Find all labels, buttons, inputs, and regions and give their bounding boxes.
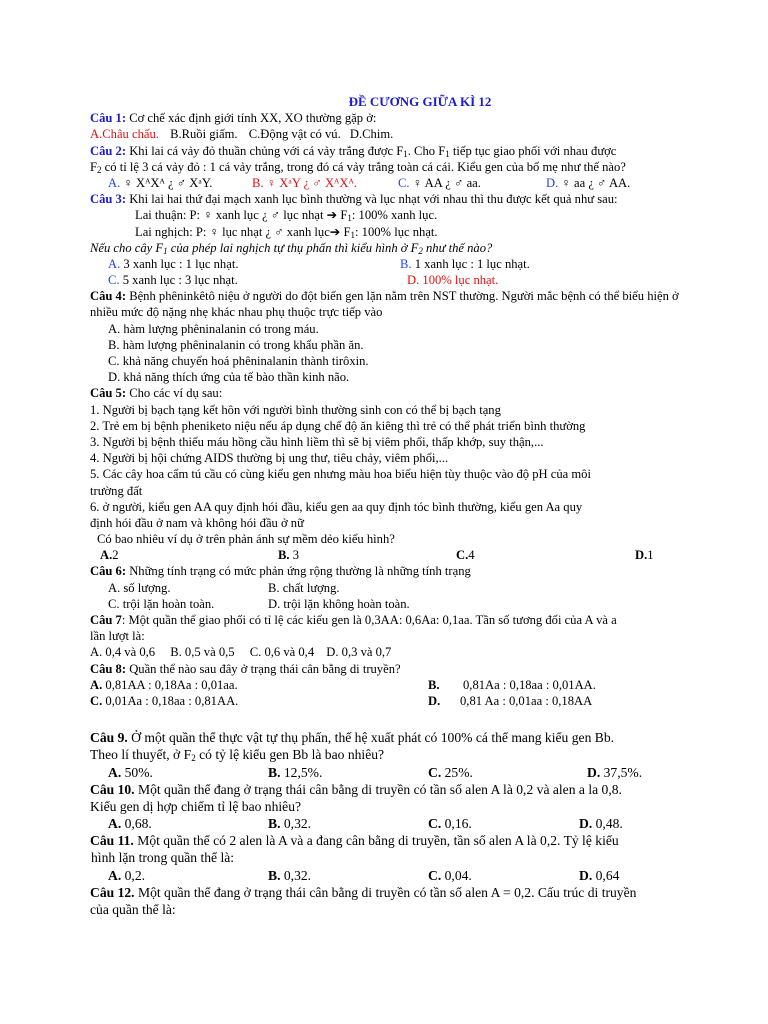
subscript: 1 [403, 148, 408, 159]
question-3-label: Câu 3: [90, 192, 127, 207]
question-2-text: . Cho F [407, 143, 446, 158]
option-a: A.Châu chấu. [90, 127, 159, 142]
option-a: A. 0,4 và 0,6 [90, 645, 156, 660]
option-b [268, 867, 311, 884]
option-text: 50%. [121, 764, 153, 780]
option-text: ♀ XᴬXᴬ ¿ ♂ XᵃY. [120, 175, 213, 190]
prompt-text: như thế nào? [422, 240, 493, 255]
option-b [400, 256, 530, 272]
option-b [268, 764, 322, 781]
question-8-options-row-2 [90, 693, 690, 709]
page-title: ĐỀ CƯƠNG GIỮA KÌ 12 [348, 94, 492, 109]
question-10-label: Câu 10. [90, 781, 135, 797]
option-c: C. 0,6 và 0,4 [249, 645, 315, 660]
option-label: A. [108, 256, 121, 271]
option-label: A. [100, 548, 113, 563]
option-label: C. [456, 548, 469, 563]
option-b: B.Ruồi giấm. [170, 127, 238, 142]
subscript: 1 [445, 148, 450, 159]
option-text: 0,01Aa : 0,18aa : 0,81AA. [102, 693, 239, 708]
question-9-text: Theo lí thuyết, ở F [90, 747, 192, 763]
option-text: 0,81AA : 0,18Aa : 0,01aa. [102, 677, 238, 692]
question-2 [90, 143, 690, 159]
option-d: D. trội lặn không hoàn toàn. [268, 596, 410, 611]
option-c: C. trội lặn hoàn toàn. [108, 596, 215, 611]
option-text: 2 [112, 548, 119, 563]
prompt-text: Nếu cho cây F [90, 240, 164, 255]
option-c [90, 693, 238, 709]
option-text: 0,2. [121, 867, 146, 883]
question-6-label: Câu 6: [90, 564, 127, 579]
question-11 [90, 832, 690, 849]
option-c [456, 547, 475, 563]
question-3-text: Khi lai hai thứ đại mạch xanh lục bình thường và lục nhạt với nhau thì thu được kết quả như sau: [126, 192, 618, 207]
question-2-line-2 [90, 159, 690, 175]
question-9-block [90, 729, 690, 918]
question-7-line-2: lần lượt là: [90, 629, 145, 644]
option-label: B. [400, 256, 412, 271]
option-c: C. khả năng chuyển hoá phêninalanin thành tirôxin. [108, 354, 369, 369]
question-5 [90, 385, 690, 401]
example-item: định hói đầu ở nam và không hói đầu ở nữ [90, 515, 304, 530]
question-4-text: Bệnh phêninkêtô niệu ở người do đột biến gen lặn nằm trên NST thường. Người mắc bệnh có thể biểu hiện ở nhiều mức độ nặng nhẹ khác nhau phụ thuộc trực tiếp vào [90, 289, 679, 320]
question-4 [90, 288, 682, 320]
option-label: A. [90, 677, 103, 692]
option-a [90, 677, 238, 693]
option-label: C. [428, 867, 442, 883]
question-10-text: Một quần thể đang ở trạng thái cân bằng di truyền có tần số alen A là 0,2 và alen a la 0,8. [134, 781, 622, 797]
option-label: C. [398, 175, 410, 190]
option-label: D. [579, 816, 593, 832]
question-7-label: Câu 7 [90, 613, 122, 628]
question-8-text: Quần thể nào sau đây ở trạng thái cân bằng di truyền? [126, 661, 401, 676]
question-8-options-row-1 [90, 677, 690, 693]
option-d [579, 815, 623, 832]
cross-forward [90, 207, 690, 223]
question-11-options [90, 867, 690, 884]
option-text: 37,5%. [600, 764, 643, 780]
option-text: 25%. [441, 764, 473, 780]
option-c: C.Động vật có vú. [248, 127, 341, 142]
question-2-options [90, 175, 690, 191]
option-text: 0,32. [280, 816, 312, 832]
question-6-options-row-1 [90, 580, 690, 596]
example-item: 4. Người bị hội chứng AIDS thường bị ung thư, tiêu chảy, viêm phổi,... [90, 451, 449, 466]
option-text: 0,32. [280, 867, 312, 883]
option-label: D. [546, 175, 559, 190]
question-5-prompt: Có bao nhiêu ví dụ ở trên phản ánh sự mềm dẻo kiểu hình? [97, 532, 395, 547]
question-3 [90, 191, 690, 207]
subscript: 1 [347, 213, 352, 224]
option-label: B. [268, 816, 281, 832]
question-2-text: Khi lai cá vảy đỏ thuần chủng với cá vảy trắng được F [126, 143, 404, 158]
option-label: D. [579, 867, 593, 883]
option-label: B. [268, 867, 281, 883]
option-text: 1 xanh lục : 1 lục nhạt. [411, 256, 530, 271]
option-text: ♀ aa ¿ ♂ AA. [558, 175, 631, 190]
option-c [108, 272, 238, 288]
option-label: C. [428, 816, 442, 832]
cross-reverse [90, 224, 690, 240]
question-3-prompt [90, 240, 690, 256]
cross-forward-text: Lai thuận: P: ♀ xanh lục ¿ ♂ lục nhạt ➔ F [135, 208, 348, 223]
cross-forward-text: : 100% xanh lục. [351, 208, 438, 223]
option-b-label [428, 677, 440, 693]
question-3-options-row-1 [90, 256, 690, 272]
question-11-label: Câu 11. [90, 833, 134, 849]
option-c [398, 175, 481, 191]
question-7 [90, 612, 690, 628]
question-2-label: Câu 2: [90, 143, 127, 158]
question-2-text: tiếp tục giao phối với nhau được [449, 143, 617, 158]
question-8-label: Câu 8: [90, 661, 127, 676]
question-12 [90, 884, 690, 901]
option-d: D. 0,3 và 0,7 [326, 645, 392, 660]
option-a [108, 764, 153, 781]
question-8 [90, 661, 690, 677]
prompt-text: của phép lai nghịch tự thụ phấn thì kiểu hình ở F [167, 240, 419, 255]
question-5-options [90, 547, 690, 563]
question-10 [90, 781, 690, 798]
option-a [108, 175, 212, 191]
question-9-text: Ở một quần thể thực vật tự thụ phấn, thế hệ xuất phát có 100% cá thể mang kiểu gen Bb. [127, 730, 615, 746]
cross-reverse-text: Lai nghịch: P: ♀ lục nhạt ¿ ♂ xanh lục➔ F [135, 224, 351, 239]
option-text: 0,16. [441, 816, 472, 832]
question-6-options-row-2 [90, 596, 690, 612]
option-b: B. chất lượng. [268, 580, 340, 595]
option-text: 0,64 [592, 867, 620, 883]
option-c [428, 815, 472, 832]
option-b: B. hàm lượng phêninalanin có trong khẩu phần ăn. [108, 337, 364, 352]
option-text: ♀ AA ¿ ♂ aa. [409, 175, 481, 190]
option-b [278, 547, 299, 563]
option-text: 4 [468, 548, 475, 563]
option-d [579, 867, 619, 884]
question-7-options [90, 644, 690, 660]
question-9-text: có tỷ lệ kiểu gen Bb là bao nhiêu? [195, 747, 385, 763]
option-text: 5 xanh lục : 3 lục nhạt. [119, 273, 238, 288]
question-1 [90, 110, 690, 126]
subscript: 1 [163, 245, 168, 256]
option-label: C. [90, 693, 103, 708]
option-b: 0,81Aa : 0,18aa : 0,01AA. [463, 677, 596, 692]
option-text: 0,04. [441, 867, 472, 883]
option-label: D. [428, 693, 441, 708]
option-text: 0,48. [592, 816, 623, 832]
option-d: D. khả năng thích ứng của tế bào thần kinh não. [108, 370, 350, 385]
example-item: 2. Trẻ em bị bệnh pheniketo niệu nếu áp dụng chế độ ăn kiêng thì trẻ có thể phát triển bình thường [90, 418, 586, 433]
option-label: C. [428, 764, 442, 780]
option-c [428, 764, 473, 781]
option-text: 0,68. [121, 816, 152, 832]
question-1-options [90, 126, 690, 142]
option-a [108, 256, 238, 272]
cross-reverse-text: : 100% lục nhạt. [355, 224, 438, 239]
option-a [108, 867, 145, 884]
option-label: A. [108, 867, 122, 883]
option-text: 12,5%. [280, 764, 323, 780]
option-d [635, 547, 654, 563]
option-label: B. [252, 175, 264, 190]
option-d-label [428, 693, 440, 709]
option-label: B. [278, 548, 290, 563]
question-1-text: Cơ chế xác định giới tính XX, XO thường gặp ở: [126, 111, 377, 126]
option-a [108, 815, 152, 832]
spacer [90, 709, 690, 729]
question-3-options-row-2 [90, 272, 690, 288]
example-item: 3. Người bị bệnh thiếu máu hồng cầu hình liềm thì sẽ bị viêm phổi, thấp khớp, suy thận,... [90, 434, 544, 449]
option-d: D.Chim. [349, 127, 394, 142]
subscript: 2 [191, 753, 196, 764]
question-4-label: Câu 4: [90, 289, 127, 304]
question-9 [90, 729, 690, 746]
option-a: A. số lượng. [108, 580, 171, 595]
example-item: 1. Người bị bạch tạng kết hôn với người bình thường sinh con có thể bị bạch tạng [90, 402, 501, 417]
option-label: D. [635, 548, 648, 563]
example-item: 6. ở người, kiểu gen AA quy định hói đầu, kiểu gen aa quy định tóc bình thường, kiểu gen Aa quy [90, 499, 583, 514]
question-10-line-2: Kiểu gen dị hợp chiếm tỉ lệ bao nhiêu? [90, 798, 302, 814]
option-text: 3 [289, 548, 300, 563]
subscript: 1 [350, 229, 356, 240]
option-label: D. [587, 764, 601, 780]
question-1-label: Câu 1: [90, 111, 127, 126]
option-d: 0,81 Aa : 0,01aa : 0,18AA [460, 693, 593, 708]
option-b: B. 0,5 và 0,5 [170, 645, 235, 660]
subscript: 2 [418, 245, 423, 256]
option-label: C. [108, 273, 120, 288]
option-d [546, 175, 630, 191]
question-12-text: Một quần thể đang ở trạng thái cân bằng di truyền có tần số alen A = 0,2. Cấu trúc di truyền [134, 884, 637, 900]
subscript: 2 [97, 164, 102, 175]
question-12-label: Câu 12. [90, 884, 135, 900]
question-11-line-2: hình lặn trong quần thể là: [91, 850, 235, 866]
option-label: B. [268, 764, 281, 780]
question-7-text: : Một quần thể giao phối có tỉ lệ các kiểu gen là 0,3AA: 0,6Aa: 0,1aa. Tần số tương đối của A và a [121, 613, 617, 628]
option-a [100, 547, 119, 563]
question-2-text: có tỉ lệ 3 cá vảy đỏ : 1 cá vảy trắng, trong đó cá vảy trắng toàn cá cái. Kiểu gen của bố mẹ như thế nào? [101, 159, 626, 174]
question-2-text: F [90, 159, 98, 174]
question-12-line-2: của quần thể là: [90, 902, 176, 918]
question-10-options [90, 815, 690, 832]
option-d: D. 100% lục nhạt. [407, 273, 499, 288]
question-9-options [90, 764, 690, 781]
example-item: trường đất [90, 483, 143, 498]
question-6 [90, 563, 690, 579]
question-5-label: Câu 5: [90, 386, 127, 401]
option-text: 3 xanh lục : 1 lục nhạt. [120, 256, 239, 271]
example-item: 5. Các cây hoa cẩm tú cầu có cùng kiểu gen nhưng màu hoa biểu hiện tùy thuộc vào độ pH của môi [90, 467, 591, 482]
option-b [252, 175, 357, 191]
question-9-line-2 [90, 746, 690, 763]
option-text: ♀ XᵃY ¿ ♂ XᴬXᴬ. [263, 175, 357, 190]
option-label: B. [428, 677, 440, 692]
question-5-text: Cho các ví dụ sau: [126, 386, 223, 401]
option-text: 1 [647, 548, 654, 563]
option-label: A. [108, 816, 122, 832]
option-d [587, 764, 642, 781]
option-label: A. [108, 764, 122, 780]
option-label: A. [108, 175, 121, 190]
option-b [268, 815, 311, 832]
question-9-label: Câu 9. [90, 730, 128, 746]
question-11-text: Một quần thể có 2 alen là A và a đang cân bằng di truyền, tần số alen A là 0,2. Tỷ lệ kiểu [133, 833, 619, 849]
option-a: A. hàm lượng phêninalanin có trong máu. [108, 321, 319, 336]
document-page [90, 94, 690, 918]
question-6-text: Những tính trạng có mức phản ứng rộng thường là những tính trạng [126, 564, 471, 579]
option-c [428, 867, 472, 884]
